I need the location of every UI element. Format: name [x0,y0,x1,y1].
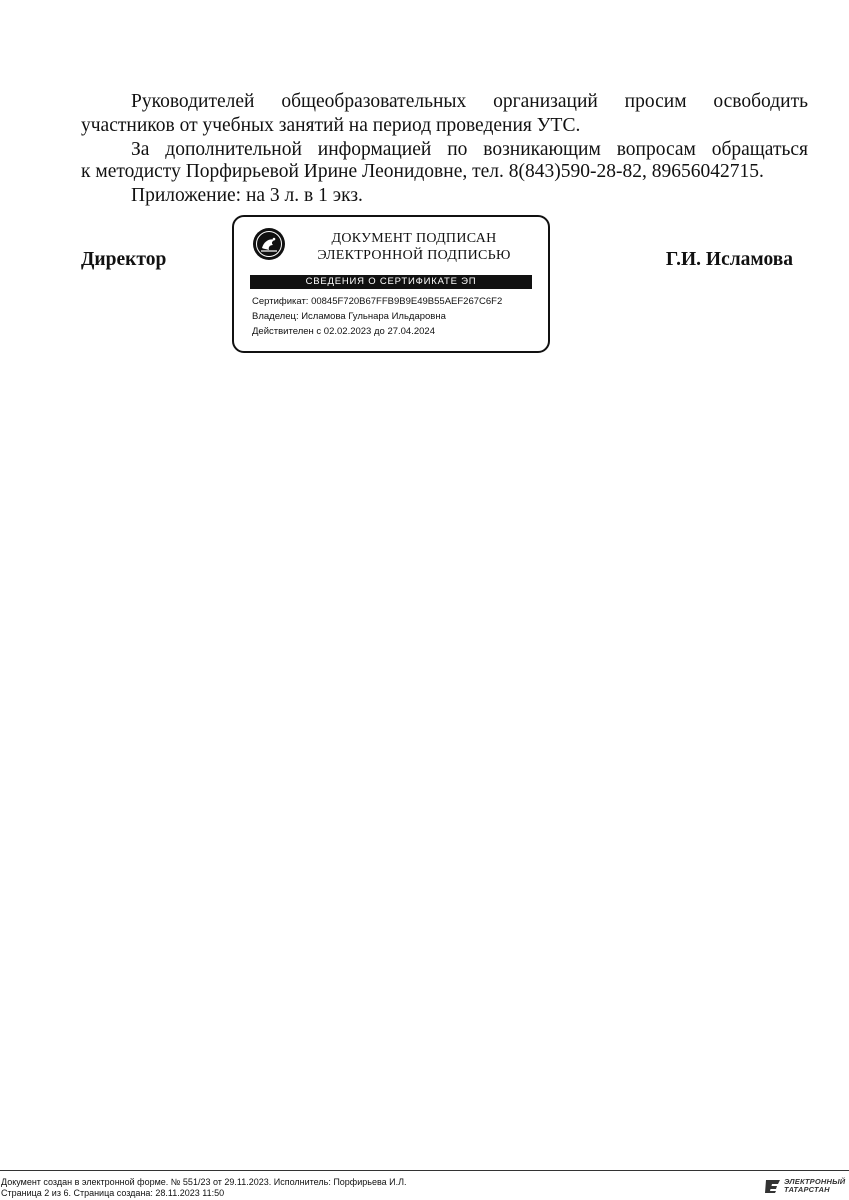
electronic-tatarstan-logo-icon [764,1178,782,1195]
e-signature-stamp [232,215,550,353]
paragraph-2-line-2 [81,160,808,184]
tatarstan-emblem-icon [252,227,286,261]
logo-line-2: ТАТАРСТАН [784,1185,830,1194]
stamp-certificate-header: СВЕДЕНИЯ О СЕРТИФИКАТЕ ЭП [250,275,532,289]
text-para1-line1: Руководителей общеобразовательных организаций просим освободить [131,91,808,112]
paragraph-2-line-1 [81,138,808,162]
text-attachment: Приложение: на 3 л. в 1 экз. [131,185,363,206]
footer-page-info: Страница 2 из 6. Страница создана: 28.11.2023 11:50 [1,1188,225,1198]
logo-wordmark [784,1178,845,1194]
signer-position: Директор [81,249,167,270]
text-para2-line2: к методисту Порфирьевой Ирине Леонидовне, тел. 8(843)590-28-82, 89656042715. [81,161,764,182]
text-para2-line1: За дополнительной информацией по возникающим вопросам обращаться [131,139,808,160]
paragraph-1-line-2 [81,114,808,138]
stamp-title-line-2: ЭЛЕКТРОННОЙ ПОДПИСЬЮ [317,248,511,263]
text-para1-line2: участников от учебных занятий на период проведения УТС. [81,115,581,136]
attachment-line [81,184,808,208]
signer-name: Г.И. Исламова [665,249,793,270]
electronic-tatarstan-logo [764,1177,844,1197]
logo-line-1: ЭЛЕКТРОННЫЙ [784,1177,846,1186]
stamp-title [294,230,534,264]
stamp-title-line-1: ДОКУМЕНТ ПОДПИСАН [331,231,497,246]
footer-divider [0,1170,849,1171]
stamp-certificate-number: Сертификат: 00845F720B67FFB9B9E49B55AEF267C6F2 [252,296,503,307]
footer-document-info: Документ создан в электронной форме. № 551/23 от 29.11.2023. Исполнитель: Порфирьева И.Л. [1,1177,407,1187]
stamp-validity: Действителен с 02.02.2023 до 27.04.2024 [252,326,435,337]
paragraph-1-line-1 [81,90,808,114]
stamp-owner: Владелец: Исламова Гульнара Ильдаровна [252,311,446,322]
